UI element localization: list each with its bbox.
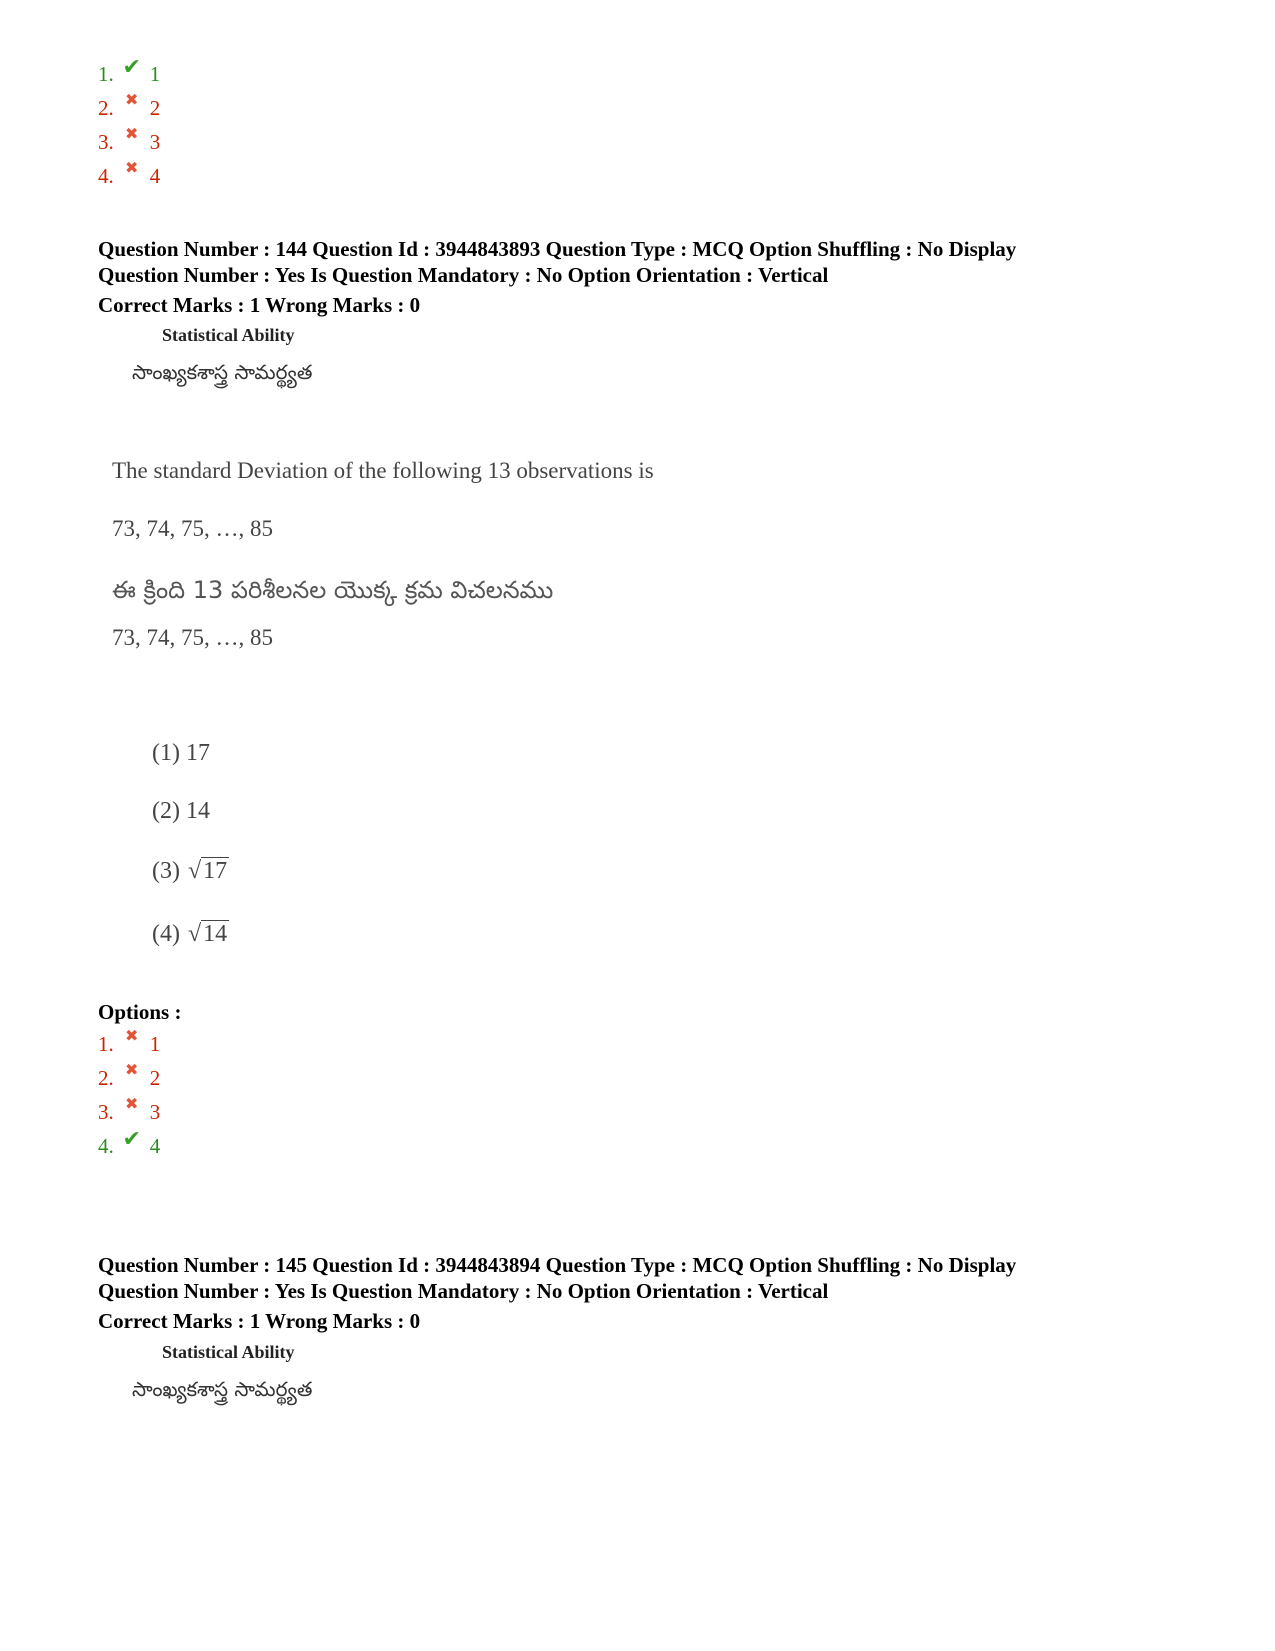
cross-icon: ✖ <box>125 126 139 143</box>
option-value: 1 <box>149 62 161 86</box>
option-value: 4 <box>149 164 161 188</box>
sqrt-icon: √ <box>187 921 202 947</box>
choice-value: 17 <box>203 858 228 884</box>
answer-choice-2 <box>152 798 210 825</box>
question-series-english: 73, 74, 75, …, 85 <box>112 516 273 541</box>
answer-choice-3 <box>152 858 229 885</box>
question-marks: Correct Marks : 1 Wrong Marks : 0 <box>98 293 421 317</box>
question-meta-line2: Question Number : Yes Is Question Mandatory : No Option Orientation : Vertical <box>98 263 829 287</box>
question-144-header <box>98 236 1016 318</box>
check-icon: ✔ <box>122 54 141 79</box>
option-value: 2 <box>149 96 161 120</box>
question-text-english: The standard Deviation of the following 13 observations is <box>112 458 654 483</box>
choice-label: (1) <box>152 740 180 766</box>
cross-icon: ✖ <box>125 1062 139 1079</box>
option-value: 3 <box>149 130 161 154</box>
option-number: 3. <box>98 130 114 154</box>
option-number: 3. <box>98 1100 114 1124</box>
option-number: 4. <box>98 164 114 188</box>
option-value: 1 <box>149 1032 161 1056</box>
choice-value: 17 <box>185 740 210 766</box>
option-number: 2. <box>98 96 114 120</box>
option-number: 1. <box>98 62 114 86</box>
choice-label: (4) <box>152 921 180 947</box>
previous-options-list <box>98 54 161 193</box>
square-root <box>186 858 229 885</box>
options-section <box>98 1000 181 1163</box>
option-number: 2. <box>98 1066 114 1090</box>
question-meta-line1: Question Number : 144 Question Id : 3944843893 Question Type : MCQ Option Shuffling : No Display <box>98 237 1017 261</box>
question-marks: Correct Marks : 1 Wrong Marks : 0 <box>98 1309 421 1333</box>
option-row <box>98 1126 181 1163</box>
option-value: 2 <box>149 1066 161 1090</box>
question-text-telugu: ఈ క్రింది 13 పరిశీలనల యొక్క క్రమ విచలనము <box>112 576 554 604</box>
square-root <box>186 921 229 948</box>
option-number: 4. <box>98 1134 114 1158</box>
answer-choice-4 <box>152 921 229 948</box>
question-meta-line2: Question Number : Yes Is Question Mandatory : No Option Orientation : Vertical <box>98 1279 829 1303</box>
question-series-telugu: 73, 74, 75, …, 85 <box>112 625 273 650</box>
option-row <box>98 159 160 193</box>
cross-icon: ✖ <box>125 1096 139 1113</box>
option-value: 3 <box>149 1100 161 1124</box>
sqrt-icon: √ <box>187 858 202 884</box>
answer-choice-1 <box>152 740 210 767</box>
options-label: Options : <box>98 1000 182 1024</box>
question-meta-line1: Question Number : 145 Question Id : 3944843894 Question Type : MCQ Option Shuffling : No Display <box>98 1253 1017 1277</box>
question-145-header <box>98 1252 1016 1334</box>
check-icon: ✔ <box>122 1126 141 1151</box>
choice-label: (3) <box>152 858 180 884</box>
cross-icon: ✖ <box>125 160 139 177</box>
choice-value: 14 <box>185 798 210 824</box>
choice-label: (2) <box>152 798 180 824</box>
subject-telugu: సాంఖ్యకశాస్త్ర సామర్థ్యత <box>132 1377 313 1401</box>
subject-telugu: సాంఖ్యకశాస్త్ర సామర్థ్యత <box>132 360 313 384</box>
cross-icon: ✖ <box>125 92 139 109</box>
cross-icon: ✖ <box>125 1028 139 1045</box>
option-number: 1. <box>98 1032 114 1056</box>
choice-value: 14 <box>203 921 228 947</box>
option-value: 4 <box>149 1134 161 1158</box>
subject-english: Statistical Ability <box>162 325 295 345</box>
options-list <box>98 1027 181 1163</box>
subject-english: Statistical Ability <box>162 1342 295 1362</box>
